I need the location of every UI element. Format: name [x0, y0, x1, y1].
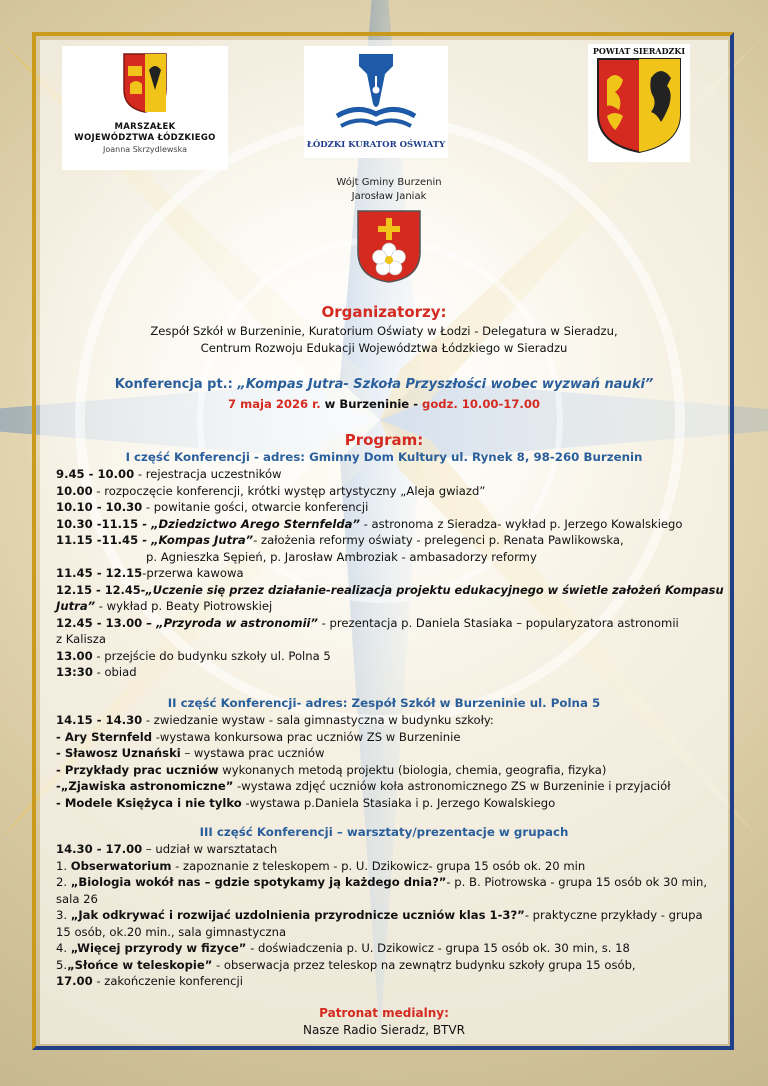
kurator-logo — [304, 46, 448, 158]
conference-title-name: „Kompas Jutra- Szkoła Przyszłości wobec wyzwań nauki” — [237, 377, 654, 392]
item-time: 10.30 -11.15 — [56, 516, 139, 531]
item-description: sala 26 — [56, 891, 98, 906]
item-title: - „Kompas Jutra” — [138, 533, 254, 547]
item-time: 11.15 -11.45 — [56, 533, 139, 547]
item-description: - obserwacja przez teleskop na zewnątrz budynku szkoły grupa 15 osób, — [212, 957, 636, 972]
program-item — [56, 907, 726, 924]
part3-heading: III część Konferencji – warsztaty/prezentacje w grupach — [199, 825, 569, 839]
item-time: „Biologia wokół nas – gdzie spotykamy ją każdego dnia?” — [70, 875, 447, 889]
item-time: 10.00 — [56, 483, 93, 498]
marszalek-logo — [62, 46, 228, 170]
item-time: - Sławosz Uznański — [56, 746, 181, 760]
item-description: z Kalisza — [56, 632, 106, 646]
item-time: „Słońce w teleskopie” — [67, 957, 213, 972]
item-time: 9.45 - 10.00 — [56, 467, 135, 481]
marszalek-title-2: WOJEWÓDZTWA ŁÓDZKIEGO — [74, 133, 216, 143]
program-item — [56, 973, 726, 990]
program-item — [56, 582, 726, 599]
patronage-heading: Patronat medialny: — [319, 1006, 449, 1020]
item-description: - zwiedzanie wystaw - sala gimnastyczna w budynku szkoły: — [142, 713, 494, 727]
organizers-line-2: Centrum Rozwoju Edukacji Województwa Łódzkiego w Sieradzu — [200, 341, 568, 355]
item-description: p. Agnieszka Sępień, p. Jarosław Ambroziak - ambasadorzy reformy — [146, 549, 537, 564]
item-number: 2. — [56, 875, 71, 889]
lodzkie-coat-of-arms-icon — [122, 52, 168, 114]
program-item — [56, 924, 726, 941]
wojt-title: Wójt Gminy Burzenin — [336, 177, 442, 188]
burzenin-coat-of-arms-icon — [355, 208, 423, 284]
marszalek-title-1: MARSZAŁEK — [114, 122, 176, 132]
part2-heading: II część Konferencji- adres: Zespół Szkół w Burzeninie ul. Polna 5 — [167, 696, 601, 710]
program-item — [56, 648, 726, 665]
item-title: -„Uczenie się przez działanie-realizacja projektu edukacyjnego w świetle założeń Kompasu — [140, 582, 724, 597]
item-description: - powitanie gości, otwarcie konferencji — [142, 500, 369, 514]
program-item — [56, 874, 726, 891]
program-item — [56, 745, 726, 762]
item-description: - rejestracja uczestników — [134, 467, 282, 481]
program-item — [56, 858, 726, 875]
item-description: - doświadczenia p. U. Dzikowicz - grupa 15 osób ok. 30 min, s. 18 — [246, 941, 630, 955]
program-item — [56, 483, 726, 500]
item-time: „Jak odkrywać i rozwijać uzdolnienia przyrodnicze uczniów klas 1-3?” — [70, 908, 525, 922]
conference-title — [0, 377, 768, 392]
program-item — [56, 778, 726, 795]
item-time: 14.30 - 17.00 — [56, 842, 143, 856]
program-item — [56, 549, 726, 566]
item-description: -przerwa kawowa — [142, 566, 244, 580]
program-item — [56, 712, 726, 729]
program-item — [56, 516, 726, 533]
program-item — [56, 615, 726, 632]
item-time: 13:30 — [56, 665, 93, 679]
conference-date: 7 maja 2026 r. — [228, 397, 321, 411]
program-item — [56, 841, 726, 858]
powiat-coat-of-arms-icon — [595, 56, 683, 154]
part1-heading: I część Konferencji - adres: Gminny Dom Kultury ul. Rynek 8, 98-260 Burzenin — [125, 450, 643, 464]
item-number: 4. — [56, 941, 71, 955]
item-time: „Więcej przyrody w fizyce” — [70, 941, 247, 955]
part2-list — [56, 712, 726, 811]
item-time: 14.15 - 14.30 — [56, 713, 143, 727]
program-item — [56, 762, 726, 779]
item-time: -„Zjawiska astronomiczne” — [56, 779, 234, 793]
item-description: 15 osób, ok.20 min., sala gimnastyczna — [56, 924, 287, 939]
conference-hours: godz. 10.00-17.00 — [422, 397, 540, 411]
organizers-heading: Organizatorzy: — [321, 303, 447, 321]
item-description: – udział w warsztatach — [142, 842, 278, 856]
item-time: Obserwatorium — [70, 858, 172, 873]
item-time: 12.45 - 13.00 — [56, 615, 143, 630]
item-description: - praktyczne przykłady - grupa — [524, 908, 703, 922]
program-item — [56, 532, 726, 549]
item-description: - przejście do budynku szkoły ul. Polna 5 — [92, 648, 331, 663]
wojt-block — [330, 176, 448, 288]
organizers-line-1: Zespół Szkół w Burzeninie, Kuratorium Oświaty w Łodzi - Delegatura w Sieradzu, — [150, 324, 618, 338]
program-item — [56, 565, 726, 582]
program-item — [56, 729, 726, 746]
program-item — [56, 891, 726, 908]
item-number: 5. — [56, 957, 68, 972]
item-time: - Ary Sternfeld — [56, 729, 153, 744]
item-time: - Przykłady prac uczniów — [56, 762, 219, 777]
conference-place: w Burzeninie - — [320, 397, 423, 411]
conference-date-line — [0, 397, 768, 411]
marszalek-name: Joanna Skrzydlewska — [102, 145, 187, 154]
item-description: – wystawa prac uczniów — [180, 746, 325, 760]
program-heading: Program: — [344, 431, 424, 449]
item-description: -wystawa konkursowa prac uczniów ZS w Burzeninie — [152, 729, 461, 744]
program-item — [56, 631, 726, 648]
powiat-title: POWIAT SIERADZKI — [592, 46, 686, 56]
program-item — [56, 795, 726, 812]
item-title: Jutra” — [56, 599, 96, 613]
item-number: 1. — [56, 858, 71, 873]
item-time: 10.10 - 10.30 — [56, 500, 143, 514]
program-item — [56, 940, 726, 957]
program-item — [56, 466, 726, 483]
conference-title-prefix: Konferencja pt.: — [114, 377, 238, 392]
program-item — [56, 664, 726, 681]
item-time: 11.45 - 12.15 — [56, 566, 143, 580]
kurator-title: ŁÓDZKI KURATOR OŚWIATY — [306, 140, 446, 150]
item-number: 3. — [56, 908, 71, 922]
item-description: -wystawa p.Daniela Stasiaka i p. Jerzego Kowalskiego — [241, 795, 556, 810]
item-description: - założenia reformy oświaty - prelegenci p. Renata Pawlikowska, — [253, 533, 624, 547]
item-description: - rozpoczęcie konferencji, krótki występ artystyczny „Aleja gwiazd” — [92, 483, 486, 498]
item-description: - zapoznanie z teleskopem - p. U. Dzikowicz- grupa 15 osób ok. 20 min — [171, 858, 586, 873]
item-time: 17.00 — [56, 974, 93, 988]
item-title: - „Dziedzictwo Arego Sternfelda” — [138, 516, 360, 531]
item-description: - astronoma z Sieradza- wykład p. Jerzego Kowalskiego — [359, 516, 683, 531]
program-item — [56, 499, 726, 516]
wojt-name: Jarosław Janiak — [351, 191, 427, 202]
item-description: - prezentacja p. Daniela Stasiaka – popularyzatora astronomii — [318, 615, 679, 630]
pen-book-icon — [331, 50, 421, 134]
item-description: - obiad — [92, 665, 137, 679]
item-description: - p. B. Piotrowska - grupa 15 osób ok 30 min, — [446, 875, 708, 889]
program-item — [56, 957, 726, 974]
item-time: 13.00 — [56, 648, 93, 663]
part1-list — [56, 466, 726, 681]
item-time: 12.15 - 12.45 — [56, 582, 141, 597]
item-description: - wykład p. Beaty Piotrowskiej — [95, 599, 273, 613]
patronage-text: Nasze Radio Sieradz, BTVR — [303, 1023, 465, 1037]
program-item — [56, 598, 726, 615]
item-title: – „Przyroda w astronomii” — [142, 615, 318, 630]
item-description: - zakończenie konferencji — [92, 974, 243, 988]
powiat-logo — [588, 44, 690, 162]
item-description: -wystawa zdjęć uczniów koła astronomicznego ZS w Burzeninie i przyjaciół — [233, 779, 671, 793]
item-description: wykonanych metodą projektu (biologia, chemia, geografia, fizyka) — [218, 762, 607, 777]
item-time: - Modele Księżyca i nie tylko — [56, 795, 242, 810]
part3-list — [56, 841, 726, 990]
